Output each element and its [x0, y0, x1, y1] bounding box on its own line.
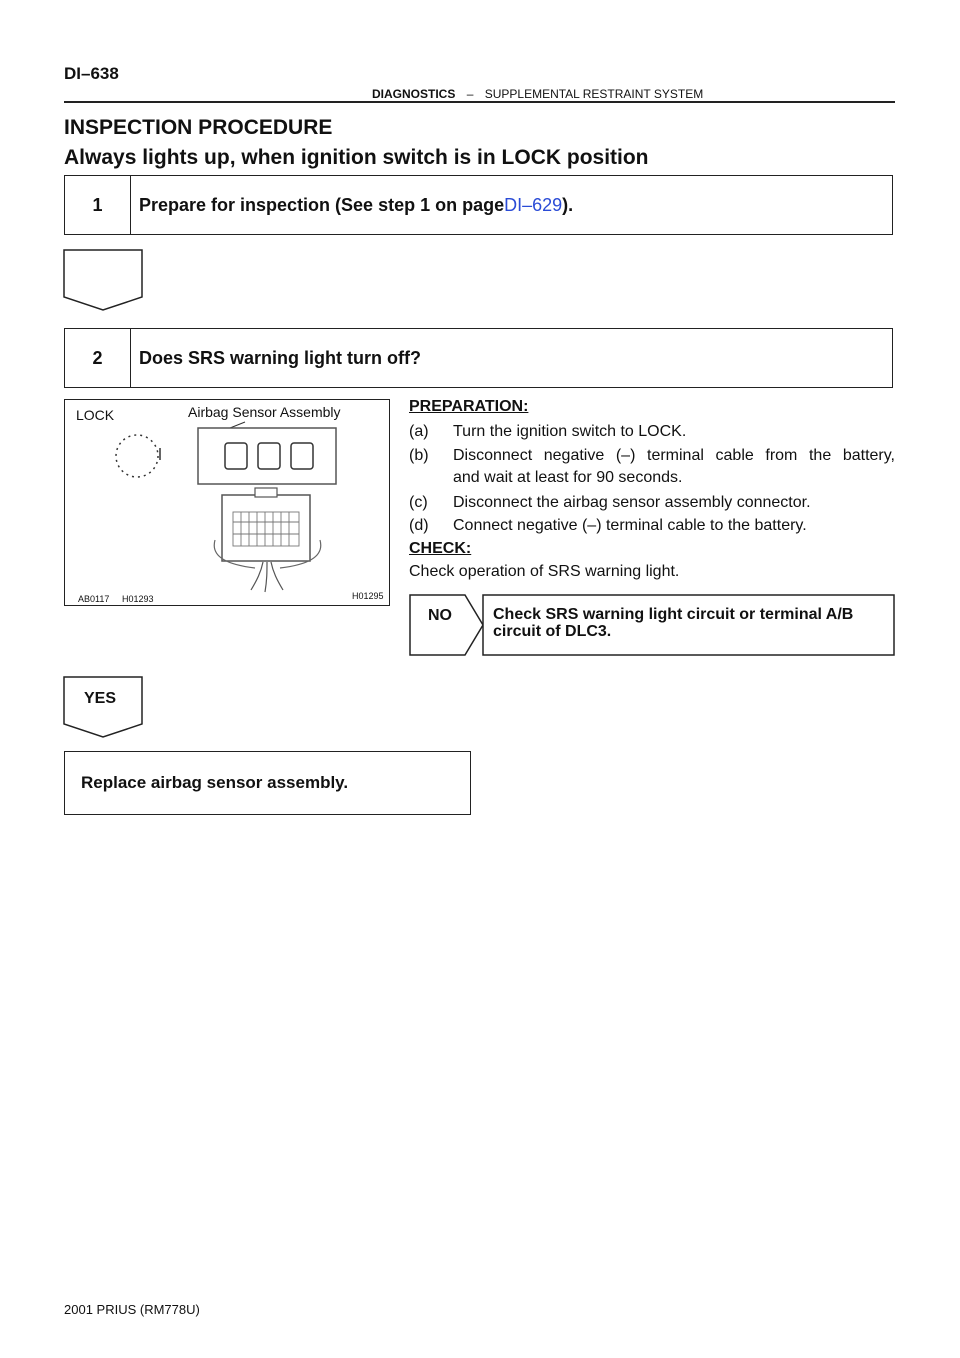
step-2-number: 2: [65, 329, 131, 387]
step-2-box: [64, 328, 893, 388]
figure-illustration: [64, 399, 390, 606]
prep-item-b: (b) Disconnect negative (–) terminal cable from the battery, and wait at least for 90 seconds.: [409, 447, 895, 486]
yes-label: YES: [84, 690, 117, 707]
page-subtitle: Always lights up, when ignition switch is in LOCK position: [64, 146, 649, 169]
prep-item-d: (d) Connect negative (–) terminal cable to the battery.: [409, 517, 807, 534]
step-1-text-end: ).: [562, 194, 574, 215]
header-section: [372, 87, 703, 101]
page-number: DI–638: [64, 64, 119, 83]
step-1-title: [139, 176, 573, 234]
footer-model: 2001 PRIUS (RM778U): [64, 1302, 200, 1317]
header-separator: –: [466, 87, 474, 101]
prep-item-a: (a) Turn the ignition switch to LOCK.: [409, 423, 687, 440]
final-action-text: Replace airbag sensor assembly.: [81, 773, 349, 792]
step-1-page-link[interactable]: DI–629: [504, 194, 563, 215]
step-1-number: 1: [65, 176, 131, 234]
step-1-text: Prepare for inspection (See step 1 on page: [139, 194, 505, 215]
section-name: DIAGNOSTICS: [372, 87, 456, 101]
assembly-label: Airbag Sensor Assembly: [188, 404, 341, 420]
figure-code-left: AB0117: [78, 594, 110, 604]
final-action-box: [64, 751, 471, 815]
page-title: INSPECTION PROCEDURE: [64, 116, 333, 139]
preparation-heading: PREPARATION:: [409, 398, 529, 415]
prep-item-c: (c) Disconnect the airbag sensor assembly connector.: [409, 494, 811, 511]
header-rule: [64, 101, 895, 103]
step-2-title: Does SRS warning light turn off?: [139, 347, 421, 368]
check-heading: CHECK:: [409, 540, 472, 557]
next-arrow: [63, 249, 143, 311]
subsection-name: SUPPLEMENTAL RESTRAINT SYSTEM: [484, 87, 704, 101]
figure-code-mid: H01293: [122, 594, 154, 604]
no-branch-text: Check SRS warning light circuit or terminal A/B circuit of DLC3.: [493, 606, 854, 640]
figure-code-right: H01295: [352, 591, 384, 601]
check-text: Check operation of SRS warning light.: [409, 563, 680, 580]
no-label: NO: [428, 607, 452, 624]
no-branch: [409, 594, 895, 656]
connector-drawing: [65, 400, 388, 604]
step-1-box: [64, 175, 893, 235]
lock-label: LOCK: [76, 407, 115, 423]
